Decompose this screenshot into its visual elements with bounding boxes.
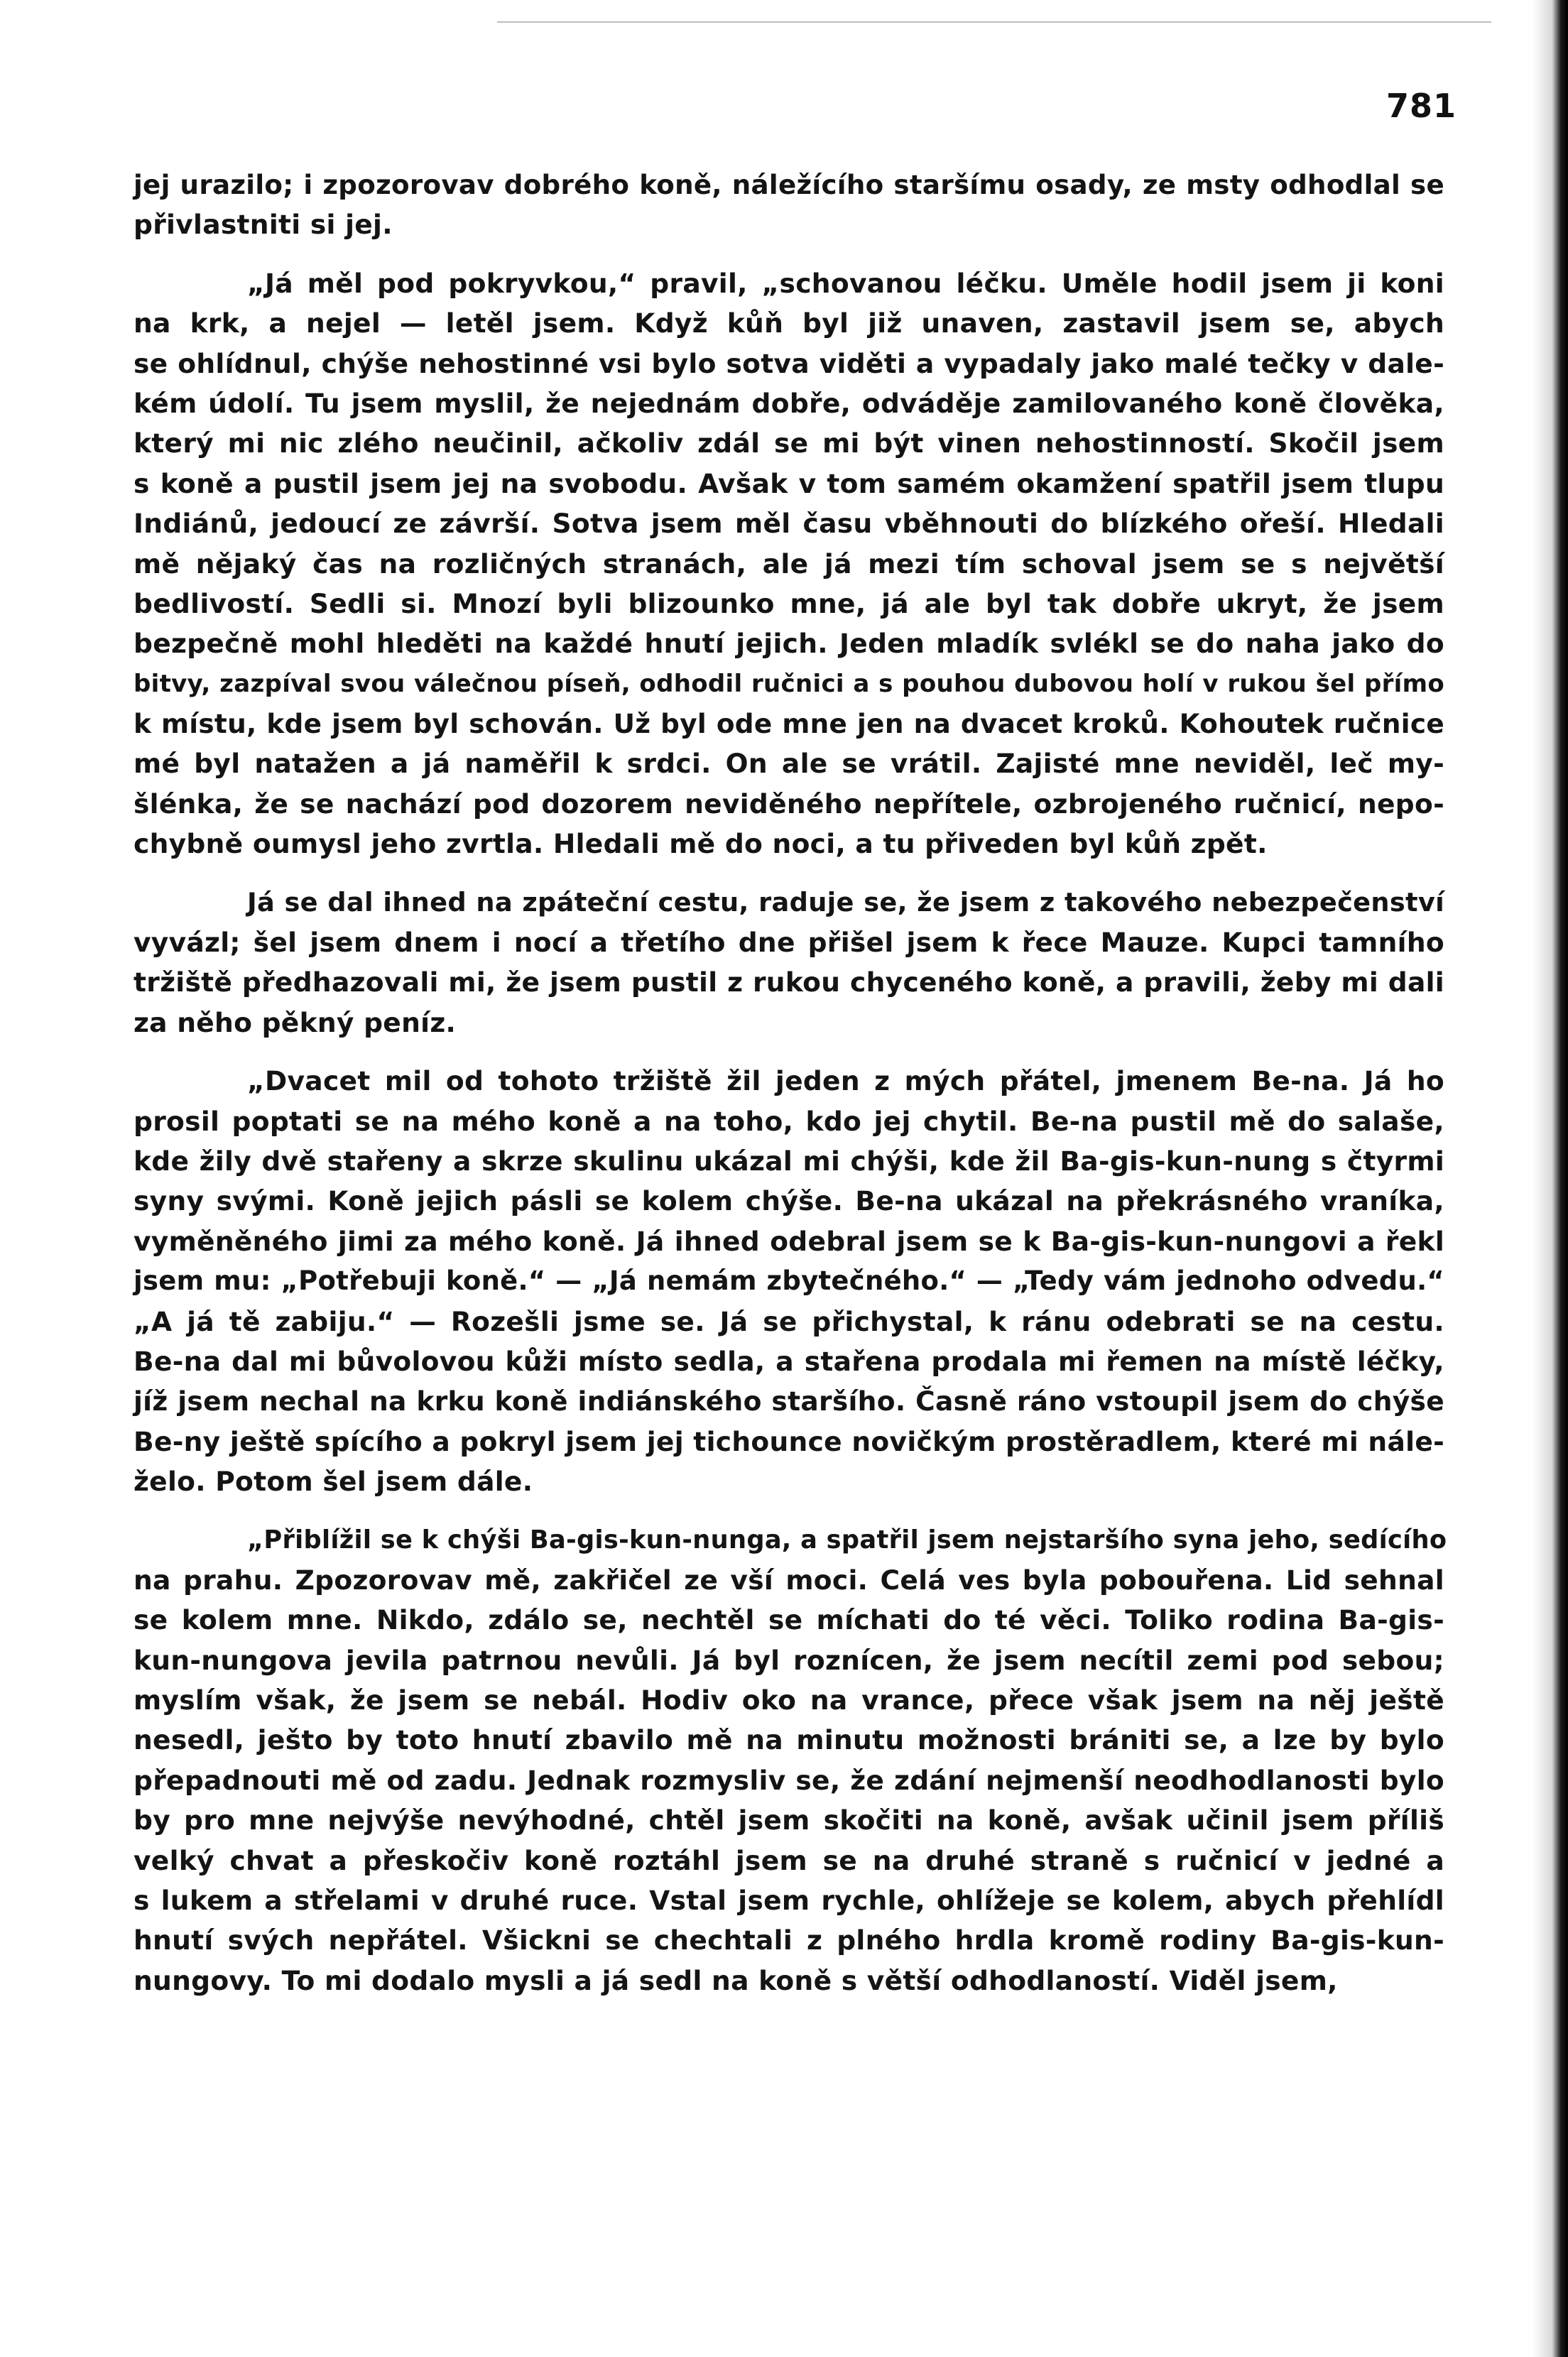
text-line: se kolem mne. Nikdo, zdálo se, nechtěl se míchati do té věci. Toliko rodina Ba-gis- bbox=[134, 1604, 1444, 1636]
text-line: s koně a pustil jsem jej na svobodu. Avšak v tom samém okamžení spatřil jsem tlupu bbox=[134, 467, 1444, 499]
text-line: přivlastniti si jej. bbox=[134, 209, 393, 241]
text-line: na prahu. Zpozorovav mě, zakřičel ze vší moci. Celá ves byla pobouřena. Lid sehnal bbox=[134, 1564, 1444, 1596]
paragraph bbox=[134, 263, 1444, 864]
text-line: „Přiblížil se k chýši Ba-gis-kun-nunga, a spatřil jsem nejstaršího syna jeho, sedícího bbox=[247, 1525, 1447, 1555]
paragraph bbox=[134, 883, 1444, 1043]
text-line: hnutí svých nepřátel. Všickni se chechtali z plného hrdla kromě rodiny Ba-gis-kun- bbox=[134, 1925, 1444, 1956]
top-rule bbox=[497, 21, 1491, 23]
text-line: „Dvacet mil od tohoto tržiště žil jeden z mých přátel, jmenem Be-na. Já ho bbox=[247, 1065, 1444, 1097]
text-line: jej urazilo; i zpozorovav dobrého koně, náležícího staršímu osady, ze msty odhodlal se bbox=[134, 169, 1444, 200]
text-line: nesedl, ješto by toto hnutí zbavilo mě na minutu možnosti brániti se, a lze by bylo bbox=[134, 1724, 1444, 1756]
text-line: vyměněného jimi za mého koně. Já ihned odebral jsem se k Ba-gis-kun-nungovi a řekl bbox=[134, 1225, 1444, 1257]
paragraph bbox=[134, 1520, 1447, 2001]
text-line: myslím však, že jsem se nebál. Hodiv oko na vrance, přece však jsem na něj ještě bbox=[134, 1684, 1444, 1716]
text-line: velký chvat a přeskočiv koně roztáhl jsem se na druhé straně s ručnicí v jedné a bbox=[134, 1844, 1444, 1876]
text-line: bezpečně mohl hleděti na každé hnutí jejich. Jeden mladík svlékl se do naha jako do bbox=[134, 628, 1444, 660]
text-line: chybně oumysl jeho zvrtla. Hledali mě do noci, a tu přiveden byl kůň zpět. bbox=[134, 828, 1268, 860]
text-line: „A já tě zabiju.“ — Rozešli jsme se. Já se přichystal, k ránu odebrati se na cestu. bbox=[134, 1305, 1444, 1337]
paragraph bbox=[134, 1061, 1444, 1501]
text-line: Be-na dal mi bůvolovou kůži místo sedla, a stařena prodala mi řemen na místě léčky, bbox=[134, 1345, 1444, 1377]
text-line: mé byl natažen a já naměřil k srdci. On ale se vrátil. Zajisté mne neviděl, leč my- bbox=[134, 748, 1444, 780]
text-line: jíž jsem nechal na krku koně indiánského staršího. Časně ráno vstoupil jsem do chýše bbox=[134, 1386, 1444, 1417]
text-line: který mi nic zlého neučinil, ačkoliv zdál se mi být vinen nehostinností. Skočil jsem bbox=[134, 428, 1444, 459]
text-line: na krk, a nejel — letěl jsem. Když kůň byl již unaven, zastavil jsem se, abych bbox=[134, 307, 1444, 339]
text-line: nungovy. To mi dodalo mysli a já sedl na koně s větší odhodlaností. Viděl jsem, bbox=[134, 1964, 1338, 1996]
text-line: s lukem a střelami v druhé ruce. Vstal jsem rychle, ohlížeje se kolem, abych přehlídl bbox=[134, 1885, 1444, 1917]
text-line: k místu, kde jsem byl schován. Už byl ode mne jen na dvacet kroků. Kohoutek ručnice bbox=[134, 708, 1444, 740]
text-line: Indiánů, jedoucí ze závrší. Sotva jsem měl času vběhnouti do blízkého ořeší. Hledali bbox=[134, 508, 1444, 540]
text-line: jsem mu: „Potřebuji koně.“ — „Já nemám zbytečného.“ — „Tedy vám jednoho odvedu.“ bbox=[134, 1265, 1444, 1297]
text-line: Be-ny ještě spícího a pokryl jsem jej tichounce novičkým prostěradlem, které mi nále- bbox=[134, 1425, 1444, 1457]
text-line: kde žily dvě stařeny a skrze skulinu ukázal mi chýši, kde žil Ba-gis-kun-nung s čtyrmi bbox=[134, 1145, 1444, 1177]
text-line: se ohlídnul, chýše nehostinné vsi bylo sotva viděti a vypadaly jako malé tečky v dale- bbox=[134, 347, 1444, 379]
page-number: 781 bbox=[1386, 87, 1457, 125]
text-line: přepadnouti mě od zadu. Jednak rozmysliv se, že zdání nejmenší neodhodlanosti bylo bbox=[134, 1764, 1444, 1796]
text-line: želo. Potom šel jsem dále. bbox=[134, 1466, 533, 1498]
text-line: kém údolí. Tu jsem myslil, že nejednám dobře, odváděje zamilovaného koně člověka, bbox=[134, 387, 1444, 419]
text-line: by pro mne nejvýše nevýhodné, chtěl jsem skočiti na koně, avšak učinil jsem příliš bbox=[134, 1805, 1444, 1836]
text-line: tržiště předhazovali mi, že jsem pustil z rukou chyceného koně, a pravili, žeby mi dali bbox=[134, 967, 1444, 998]
text-line: za něho pěkný peníz. bbox=[134, 1006, 457, 1038]
text-line: prosil poptati se na mého koně a na toho, kdo jej chytil. Be-na pustil mě do salaše, bbox=[134, 1105, 1444, 1137]
page-edge-shadow bbox=[1532, 0, 1568, 2357]
text-line: bedlivostí. Sedli si. Mnozí byli blizounko mne, já ale byl tak dobře ukryt, že jsem bbox=[134, 587, 1444, 619]
text-line: „Já měl pod pokryvkou,“ pravil, „schovanou léčku. Uměle hodil jsem ji koni bbox=[247, 267, 1444, 299]
text-line: Já se dal ihned na zpáteční cestu, raduje se, že jsem z takového nebezpečenství bbox=[247, 886, 1444, 918]
paragraph bbox=[134, 165, 1444, 245]
text-line: vyvázl; šel jsem dnem i nocí a třetího dne přišel jsem k řece Mauze. Kupci tamního bbox=[134, 927, 1444, 959]
text-line: kun-nungova jevila patrnou nevůli. Já byl roznícen, že jsem necítil zemi pod sebou; bbox=[134, 1644, 1444, 1676]
text-line: šlénka, že se nachází pod dozorem neviděného nepřítele, ozbrojeného ručnicí, nepo- bbox=[134, 788, 1444, 820]
text-line: bitvy, zazpíval svou válečnou píseň, odhodil ručnici a s pouhou dubovou holí v rukou šel přímo bbox=[134, 669, 1444, 698]
body-text bbox=[134, 165, 1447, 2001]
text-line: mě nějaký čas na rozličných stranách, ale já mezi tím schoval jsem se s největší bbox=[134, 548, 1444, 579]
text-line: syny svými. Koně jejich pásli se kolem chýše. Be-na ukázal na překrásného vraníka, bbox=[134, 1185, 1444, 1217]
